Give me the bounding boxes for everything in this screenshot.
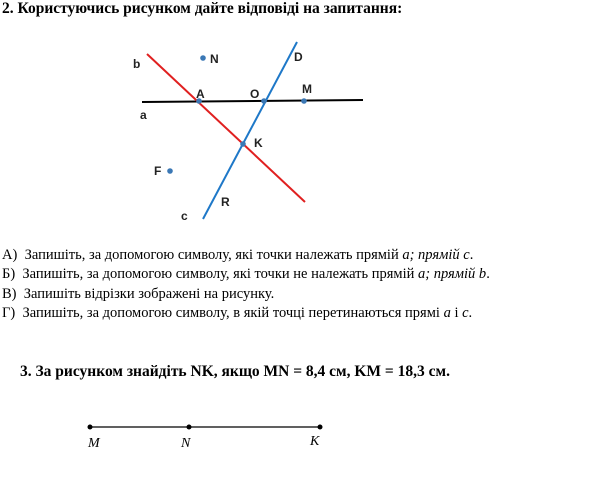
question-variable: a	[443, 305, 451, 321]
question-tail: .	[486, 266, 490, 282]
question-text: Запишіть відрізки зображені на рисунку.	[23, 286, 275, 302]
label-m: M	[302, 82, 312, 96]
task2-title: 2. Користуючись рисунком дайте відповіді на запитання:	[2, 0, 403, 17]
label-r: R	[221, 195, 230, 209]
label-k: K	[254, 136, 263, 150]
question-tail: .	[468, 305, 473, 321]
question-a	[2, 247, 473, 264]
label-c: c	[181, 209, 188, 223]
segment-label-m: M	[88, 436, 100, 451]
label-a-line: a	[140, 108, 147, 122]
question-variable: a; прямій b	[418, 266, 487, 282]
point-o	[261, 98, 267, 104]
segment-point-m	[88, 425, 93, 430]
question-marker: Б)	[2, 266, 16, 282]
label-n: N	[210, 52, 219, 66]
label-o: O	[250, 87, 260, 101]
question-tail: .	[469, 247, 474, 263]
label-a-point: A	[196, 87, 205, 101]
segment-point-n	[187, 425, 192, 430]
question-g	[2, 305, 472, 322]
question-b	[2, 266, 490, 283]
question-text: Запишіть, за допомогою символу, які точки не належать прямій	[22, 266, 419, 282]
question-text: Запишіть, за допомогою символу, в якій точці перетинаються прямі	[22, 305, 444, 321]
question-marker: В)	[2, 286, 17, 302]
question-v	[2, 286, 274, 303]
point-f	[167, 168, 173, 174]
question-conjunction: і	[450, 305, 463, 321]
question-text: Запишіть, за допомогою символу, які точки належать прямій	[24, 247, 403, 263]
label-b: b	[133, 57, 141, 71]
point-n	[200, 55, 206, 61]
segment-label-n: N	[181, 436, 191, 451]
segment-point-k	[318, 425, 323, 430]
question-marker: Г)	[2, 305, 16, 321]
point-m	[301, 98, 307, 104]
label-d: D	[294, 50, 303, 64]
task3-title: 3. За рисунком знайдіть NK, якщо MN = 8,4 см, KM = 18,3 см.	[20, 363, 450, 380]
question-variable-2: c	[462, 305, 469, 321]
line-b	[147, 54, 305, 202]
line-c	[203, 42, 297, 219]
label-f: F	[154, 164, 162, 178]
question-variable: a; прямій c	[402, 247, 470, 263]
question-marker: А)	[2, 247, 18, 263]
point-k	[240, 141, 246, 147]
segment-label-k: K	[310, 434, 320, 449]
